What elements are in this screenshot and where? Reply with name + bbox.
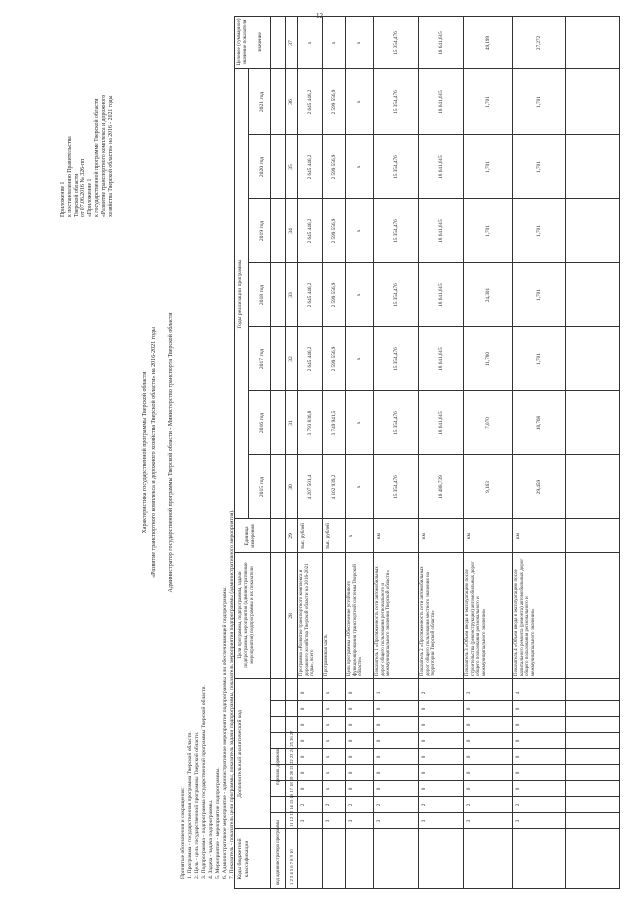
row-name: Показатель 4 «Объем ввода в эксплуатацию после капитального ремонта (ремонта) автомобильных дорог общего пользования регионального и межмуниципального значения» (514, 558, 536, 676)
year-value: 15 354,476 (392, 90, 399, 114)
row-divider (322, 16, 323, 889)
row-name: Программа «Развитие транспортного комплекса и дорожного хозяйства Тверской области на 2016-2021 годы», всего (299, 563, 316, 676)
year-value: 1,701 (535, 353, 542, 365)
year-header: 2016 год (259, 412, 265, 434)
row-unit: км (515, 533, 521, 539)
year-value: 18,768 (535, 415, 542, 431)
code-cell: 2 (325, 803, 331, 807)
row-unit: тыс. рублей (325, 523, 331, 549)
note-line: 3. Подпрограмма - подпрограмма государственной программы Тверской области. (201, 685, 207, 879)
code-cell: 0 (376, 771, 382, 775)
year-value: x (356, 100, 362, 104)
year-value: 18 641,615 (437, 155, 444, 179)
note-line: 1. Программа - государственная программа Тверской области. (187, 731, 193, 879)
code-cell: 0 (515, 723, 521, 727)
code-cell: 0 (348, 723, 354, 727)
approval-line: Тверской области (73, 173, 80, 217)
year-value: 4 162 939,2 (330, 474, 337, 500)
note-line: 5. Мероприятие - мероприятие подпрограммы. (215, 767, 221, 879)
code-cell: 2 (348, 803, 354, 807)
year-value: 24,301 (484, 287, 491, 303)
code-cell: 0 (348, 771, 354, 775)
row-divider (512, 16, 513, 889)
year-header: 2019 год (259, 220, 265, 242)
year-value: 1,701 (484, 161, 491, 173)
code-cell: 0 (300, 723, 306, 727)
final-value: x (306, 41, 313, 45)
code-cell: 0 (466, 707, 472, 711)
administrator-line: Администратор государственной программы Тверской области - Министерство транспорта Тверской области (168, 312, 174, 593)
column-number: 35 (288, 164, 294, 170)
year-value: 2 599 556,9 (330, 218, 337, 244)
year-value: 1,701 (535, 289, 542, 301)
code-cell: 0 (421, 771, 427, 775)
year-value: 3 793 836,8 (306, 410, 313, 436)
code-cell: 0 (421, 755, 427, 759)
year-value: 2 645 446,2 (306, 282, 313, 308)
year-value: 1,701 (484, 225, 491, 237)
year-value: 2 645 446,2 (306, 89, 313, 115)
year-header: 2017 год (259, 348, 265, 370)
year-value: 15 354,476 (392, 283, 399, 307)
approval-line: от 07.06.2016 № 326-пп (80, 158, 87, 217)
code-cell: x (325, 691, 331, 695)
code-cell: x (325, 723, 331, 727)
column-number: 30 (288, 484, 294, 490)
year-value: 2 599 556,9 (330, 282, 337, 308)
document-title: Характеристика государственной программы Тверской области (142, 371, 148, 534)
year-value: 29,459 (535, 479, 542, 495)
row-unit: км (466, 533, 472, 539)
final-value: x (330, 41, 337, 45)
year-header: 2015 год (259, 476, 265, 498)
year-value: 2 645 446,2 (306, 218, 313, 244)
code-cell: 2 (421, 803, 427, 807)
code-cell: 0 (300, 755, 306, 759)
budget-sub-label: код администратора программы (276, 819, 281, 885)
year-value: 15 354,476 (392, 411, 399, 435)
code-cell: 0 (466, 771, 472, 775)
row-unit: x (348, 534, 354, 538)
code-cell: 1 (376, 691, 382, 695)
year-value: 18 488,739 (437, 475, 444, 499)
year-value: 15 354,476 (392, 475, 399, 499)
code-cell: x (325, 755, 331, 759)
code-cell: 3 (325, 819, 331, 823)
row-divider (345, 16, 346, 889)
code-cell: 0 (515, 755, 521, 759)
code-cell: 0 (348, 707, 354, 711)
approval-line: хозяйства Тверской области» на 2016 - 2021 годы (107, 95, 114, 217)
code-cell: 0 (376, 787, 382, 791)
column-number: 34 (288, 228, 294, 234)
year-value: 2 599 556,9 (330, 89, 337, 115)
row-name: Показатель 3 «Объем ввода в эксплуатацию после строительства (реконструкции) автомобильных дорог общего пользования регионального и межмуниципального значения» (465, 561, 487, 676)
code-cell: 0 (421, 787, 427, 791)
code-cell: 0 (421, 723, 427, 727)
year-value: 2 599 556,9 (330, 346, 337, 372)
code-cell: 0 (300, 739, 306, 743)
year-header: 2020 год (259, 156, 265, 178)
code-cell: 0 (515, 771, 521, 775)
notes-title: Принятые обозначения и сокращения: (180, 787, 186, 879)
header-budget-codes: Коды бюджетной классификации (237, 838, 250, 880)
code-cell: 0 (515, 739, 521, 743)
document-subtitle: «Развитие транспортного комплекса и дорожного хозяйства Тверской области» на 2016-2021 годы (151, 327, 157, 578)
year-value: 18 641,615 (437, 411, 444, 435)
code-cell: 4 (515, 691, 521, 695)
year-value: 9,163 (484, 481, 491, 493)
column-number: 28 (288, 613, 294, 619)
header-name: Цели программы, подпрограммы, задачи подпрограммы, мероприятия (административные мероприятия) подпрограммы и их показатели (238, 562, 255, 668)
code-cell: x (325, 707, 331, 711)
code-cell: 0 (300, 707, 306, 711)
column-numbers-codes: 11 12 13 14 15 16 17 18 19 20 21 22 23 24 25 26 27 (289, 730, 294, 827)
code-cell: 0 (466, 723, 472, 727)
row-unit: тыс. рублей (300, 523, 306, 549)
code-cell: 0 (376, 723, 382, 727)
header-years: Годы реализации программы (237, 259, 243, 329)
code-cell: 0 (300, 691, 306, 695)
column-number: 33 (288, 292, 294, 298)
code-cell: x (325, 739, 331, 743)
column-number: 37 (288, 40, 294, 46)
column-number: 31 (288, 420, 294, 426)
year-value: x (356, 357, 362, 361)
year-value: 2 599 556,9 (330, 154, 337, 180)
year-value: 18 641,615 (437, 90, 444, 114)
final-value: 18 641,615 (437, 31, 444, 55)
code-cell: 2 (300, 803, 306, 807)
year-value: 18 641,615 (437, 347, 444, 371)
year-value: 18 641,615 (437, 219, 444, 243)
code-cell: 0 (515, 787, 521, 791)
code-cell: 0 (348, 787, 354, 791)
header-final-value: значение (257, 32, 263, 52)
approval-block (60, 27, 114, 217)
code-cell: 0 (300, 787, 306, 791)
code-cell: 0 (348, 755, 354, 759)
year-header: 2018 год (259, 284, 265, 306)
year-value: 2 645 446,2 (306, 154, 313, 180)
code-cell: 0 (348, 739, 354, 743)
row-divider (373, 16, 374, 889)
code-cell: 3 (466, 819, 472, 823)
code-cell: 3 (300, 819, 306, 823)
final-value: 49,199 (484, 35, 491, 51)
header-unit: Единица измерения (244, 524, 256, 548)
code-cell: 0 (376, 707, 382, 711)
note-line: 6. Административное мероприятие - административное мероприятие подпрограммы или обеспечивающей подпрограммы. (222, 586, 228, 879)
code-cell: 2 (376, 803, 382, 807)
note-line: 7. Показатель - показатель цели программы, показатель задачи подпрограммы, показатель мероприятия подпрограммы (административного мероприятия). (229, 509, 235, 879)
page-number: 12 (316, 12, 323, 20)
year-value: 11,780 (484, 351, 491, 367)
column-number: 36 (288, 99, 294, 105)
approval-line: «Приложение 1 (87, 178, 94, 217)
code-cell: 0 (376, 755, 382, 759)
year-header: 2021 год (259, 91, 265, 113)
row-divider (463, 16, 464, 889)
code-cell: 3 (421, 819, 427, 823)
header-additional-code: Дополнительный аналитический код (237, 710, 243, 798)
year-value: 15 354,476 (392, 347, 399, 371)
code-cell: 2 (421, 691, 427, 695)
target-sub-label: признак дорожная (276, 747, 281, 785)
row-name: Цель программы «Обеспечение устойчивого функционирования транспортной системы Тверской области» (347, 564, 364, 676)
code-cell: 0 (466, 739, 472, 743)
code-cell: 0 (421, 739, 427, 743)
code-cell: 0 (421, 707, 427, 711)
note-line: 2. Цель - цель государственной программы Тверской области. (194, 731, 200, 879)
code-cell: 0 (376, 739, 382, 743)
year-value: 15 354,476 (392, 219, 399, 243)
year-value: 1,701 (535, 225, 542, 237)
year-value: x (356, 165, 362, 169)
final-value: 27,272 (535, 35, 542, 51)
code-cell: 2 (466, 803, 472, 807)
code-cell: x (325, 787, 331, 791)
code-cell: 3 (466, 691, 472, 695)
column-number: 29 (288, 533, 294, 539)
row-name: Программная часть (324, 634, 329, 676)
approval-line: Приложение 1 (60, 181, 66, 217)
approval-line: «Развитие транспортного комплекса и дорожного (100, 94, 107, 217)
row-unit: км (376, 533, 382, 539)
code-cell: 0 (466, 787, 472, 791)
year-value: 1,701 (535, 161, 542, 173)
year-value: 15 354,476 (392, 155, 399, 179)
code-cell: 0 (466, 755, 472, 759)
year-value: x (356, 485, 362, 489)
code-cell: x (325, 771, 331, 775)
code-cell: 3 (515, 819, 521, 823)
year-value: x (356, 293, 362, 297)
approval-line: к государственной программе Тверской области (93, 98, 100, 217)
row-name: Показатель 1 «Протяженность сети автомобильных дорог общего пользования регионального и межмуниципального значения Тверской области» (375, 566, 392, 676)
code-cell: 0 (348, 691, 354, 695)
code-cell: 3 (376, 819, 382, 823)
note-line: 4. Задача - задача подпрограммы. (208, 799, 214, 879)
year-value: 1,701 (535, 96, 542, 108)
year-value: 3 749 941,5 (330, 410, 337, 436)
year-value: 7,070 (484, 417, 491, 429)
year-value: 2 645 446,2 (306, 346, 313, 372)
year-value: 1,701 (484, 96, 491, 108)
column-number: 32 (288, 356, 294, 362)
approval-line: к постановлению Правительства (66, 136, 73, 217)
final-value: 15 354,476 (392, 31, 399, 55)
row-name: Показатель 2 «Протяженность сети автомобильных дорог общего пользования местного значения на территории Тверской области» (420, 566, 437, 676)
year-value: x (356, 421, 362, 425)
code-cell: 2 (515, 803, 521, 807)
year-value: 18 641,615 (437, 283, 444, 307)
row-divider (565, 16, 566, 889)
year-value: 4 207 501,4 (306, 474, 313, 500)
column-numbers-budget: 1 2 3 4 5 6 7 8 9 10 (289, 849, 294, 885)
code-cell: 0 (300, 771, 306, 775)
row-divider (418, 16, 419, 889)
header-final: Целевое (суммарное) значение показателя (236, 18, 248, 66)
final-value: x (356, 41, 362, 45)
code-cell: 0 (515, 707, 521, 711)
year-value: x (356, 229, 362, 233)
code-cell: 3 (348, 819, 354, 823)
row-unit: км (421, 533, 427, 539)
